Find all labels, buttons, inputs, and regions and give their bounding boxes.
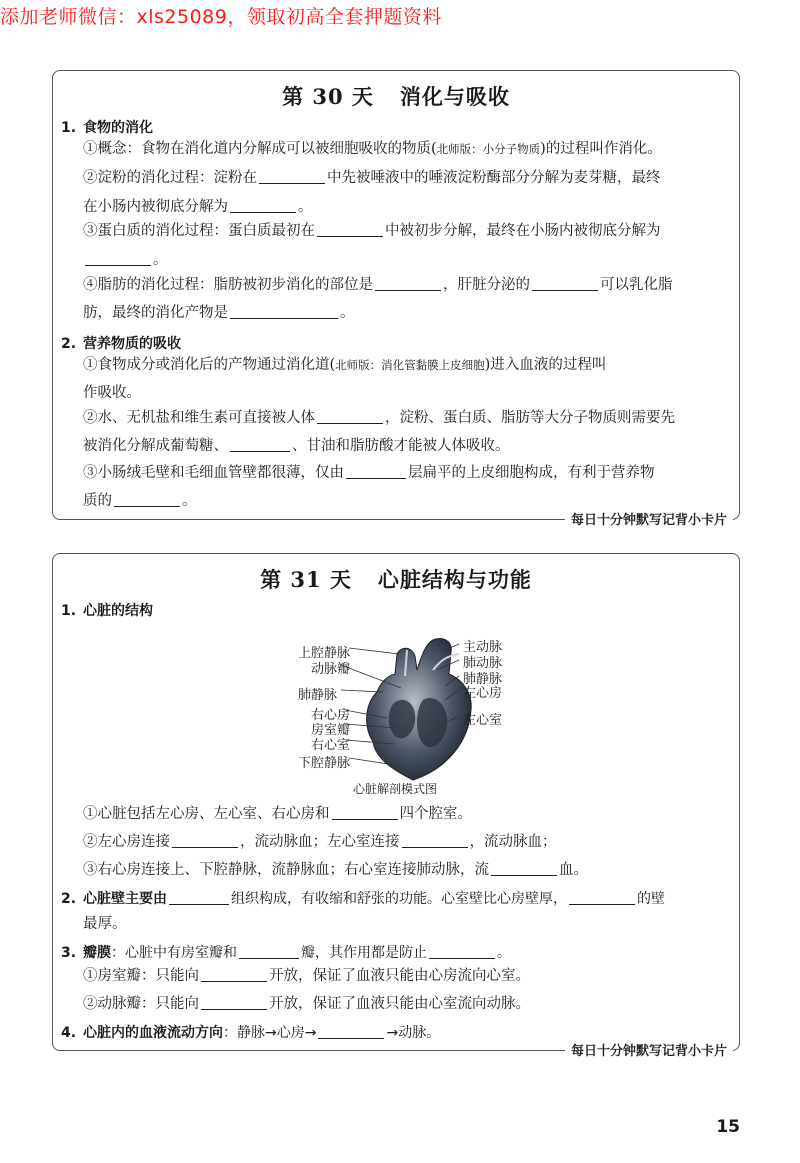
answer-blank[interactable] xyxy=(332,805,398,820)
answer-blank[interactable] xyxy=(569,890,635,905)
text-line: ②动脉瓣：只能向 开放，保证了血液只能由心室流向动脉。 xyxy=(83,996,530,1012)
card-day-31 xyxy=(52,553,740,1059)
section-heading: 2. 营养物质的吸收 xyxy=(61,336,181,352)
answer-blank[interactable] xyxy=(230,304,338,319)
heart-label: 右心室 xyxy=(311,738,351,753)
day-label: 第 30 天 xyxy=(282,84,374,109)
text-line: ②淀粉的消化过程：淀粉在 中先被唾液中的唾液淀粉酶部分分解为麦芽糖，最终 xyxy=(83,170,661,186)
answer-blank[interactable] xyxy=(230,437,290,452)
section-heading: 4. 心脏内的血液流动方向：静脉→心房→ →动脉。 xyxy=(61,1025,441,1041)
answer-blank[interactable] xyxy=(375,276,441,291)
answer-blank[interactable] xyxy=(85,251,151,266)
heart-label: 主动脉 xyxy=(463,640,503,655)
text-line: ①房室瓣：只能向 开放，保证了血液只能由心房流向心室。 xyxy=(83,968,530,984)
answer-blank[interactable] xyxy=(201,995,267,1010)
text-line: 在小肠内被彻底分解为 。 xyxy=(83,199,313,215)
figure-caption: 心脏解剖模式图 xyxy=(353,782,438,796)
heart-label: 上腔静脉 xyxy=(298,646,351,661)
card-footer: 每日十分钟默写记背小卡片 xyxy=(565,509,733,528)
answer-blank[interactable] xyxy=(402,833,468,848)
text-line: ①概念：食物在消化道内分解成可以被细胞吸收的物质(北师版：小分子物质)的过程叫作消化。 xyxy=(83,141,662,157)
card-title xyxy=(53,564,739,596)
page-number: 15 xyxy=(716,1117,740,1137)
text-line: ③小肠绒毛壁和毛细血管壁都很薄，仅由 层扁平的上皮细胞构成，有利于营养物 xyxy=(83,465,655,481)
heart-label: 下腔静脉 xyxy=(298,756,351,771)
heart-label: 左心房 xyxy=(463,686,503,701)
section-heading: 1. 心脏的结构 xyxy=(61,603,153,619)
answer-blank[interactable] xyxy=(114,492,180,507)
text-line: ②左心房连接 ，流动脉血；左心室连接 ，流动脉血； xyxy=(83,834,557,850)
answer-blank[interactable] xyxy=(259,169,325,184)
card-day-30 xyxy=(52,70,740,528)
section-heading: 1. 食物的消化 xyxy=(61,120,153,136)
text-line: ②水、无机盐和维生素可直接被人体 ，淀粉、蛋白质、脂肪等大分子物质则需要先 xyxy=(83,410,675,426)
watermark-text: 添加老师微信：xls25089，领取初高全套押题资料 xyxy=(0,6,442,28)
answer-blank[interactable] xyxy=(172,833,238,848)
heart-label: 动脉瓣 xyxy=(311,662,351,677)
answer-blank[interactable] xyxy=(429,944,495,959)
topic-label: 心脏结构与功能 xyxy=(377,567,532,592)
text-line: 最厚。 xyxy=(83,916,127,932)
text-line: ④脂肪的消化过程：脂肪被初步消化的部位是 ，肝脏分泌的 可以乳化脂 xyxy=(83,277,673,293)
card-title xyxy=(53,81,739,113)
text-line: 。 xyxy=(83,246,729,275)
card-footer: 每日十分钟默写记背小卡片 xyxy=(565,1040,733,1059)
answer-blank[interactable] xyxy=(346,464,406,479)
text-line: ①食物成分或消化后的产物通过消化道(北师版：消化管黏膜上皮细胞)进入血液的过程叫 xyxy=(83,357,607,373)
text-line: ①心脏包括左心房、左心室、右心房和 四个腔室。 xyxy=(83,806,472,822)
section-heading: 2. 心脏壁主要由 组织构成，有收缩和舒张的功能。心室壁比心房壁厚， 的壁 xyxy=(61,891,665,907)
text-line: ③蛋白质的消化过程：蛋白质最初在 中被初步分解，最终在小肠内被彻底分解为 xyxy=(83,223,661,239)
heart-label: 右心房 xyxy=(311,708,351,723)
heart-shape xyxy=(367,639,472,781)
text-line: 质的 。 xyxy=(83,493,197,509)
answer-blank[interactable] xyxy=(491,861,557,876)
text-line: 肪，最终的消化产物是 。 xyxy=(83,305,355,321)
heart-label: 肺静脉 xyxy=(298,688,338,703)
answer-blank[interactable] xyxy=(201,967,267,982)
answer-blank[interactable] xyxy=(230,198,296,213)
text-line: 被消化分解成葡萄糖、 、甘油和脂肪酸才能被人体吸收。 xyxy=(83,438,510,454)
heart-label: 房室瓣 xyxy=(311,723,351,738)
topic-label: 消化与吸收 xyxy=(399,84,510,109)
text-line: 作吸收。 xyxy=(83,385,141,401)
answer-blank[interactable] xyxy=(239,944,299,959)
heart-label: 肺动脉 xyxy=(463,656,503,671)
heart-label: 肺静脉 xyxy=(463,672,503,687)
text-line: ③右心房连接上、下腔静脉，流静脉血；右心室连接肺动脉，流 血。 xyxy=(83,862,588,878)
heart-label: 左心室 xyxy=(463,713,503,728)
answer-blank[interactable] xyxy=(532,276,598,291)
section-heading: 3. 瓣膜：心脏中有房室瓣和 瓣，其作用都是防止 。 xyxy=(61,945,511,961)
answer-blank[interactable] xyxy=(318,1024,384,1039)
answer-blank[interactable] xyxy=(317,409,383,424)
answer-blank[interactable] xyxy=(169,890,229,905)
answer-blank[interactable] xyxy=(317,222,383,237)
day-label: 第 31 天 xyxy=(260,567,352,592)
